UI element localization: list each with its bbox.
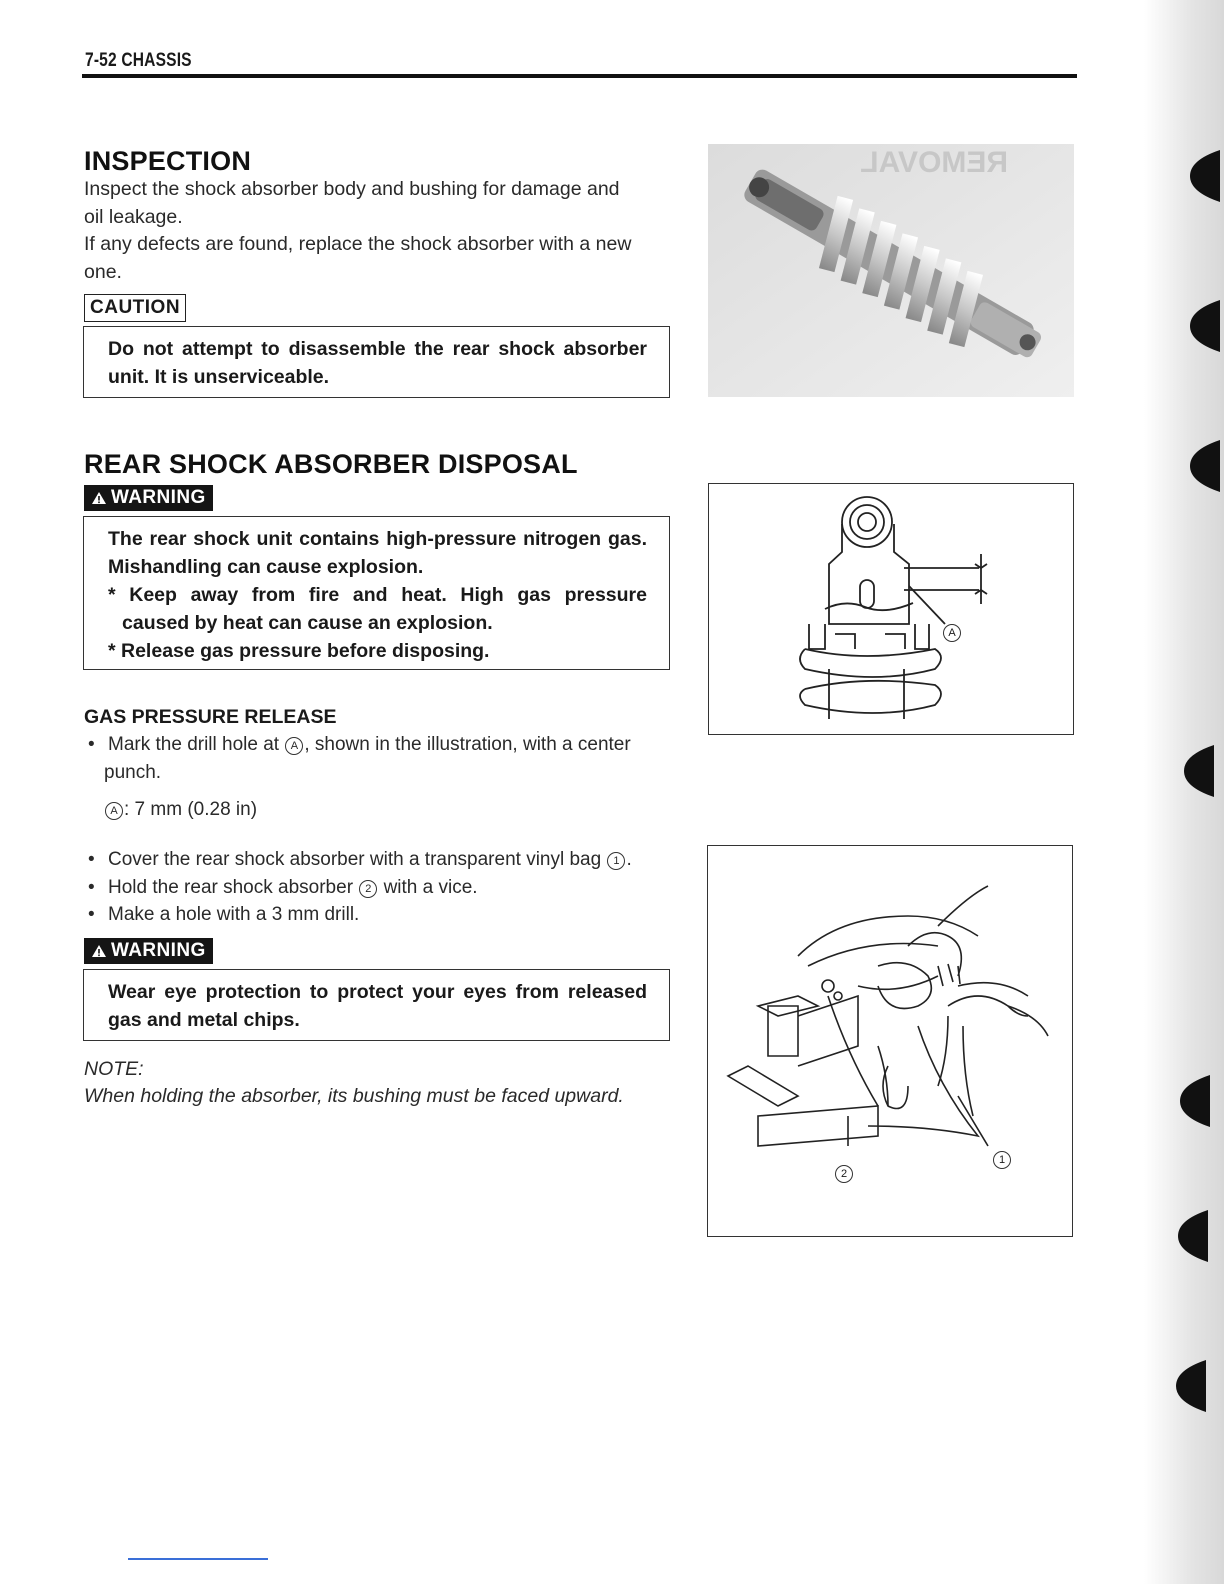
- page-header: 7-52 CHASSIS: [85, 50, 192, 71]
- inspection-heading: INSPECTION: [84, 146, 252, 176]
- warning-box-2: Wear eye protection to protect your eyes from released gas and metal chips.: [83, 969, 670, 1041]
- section-tab-icon: [1186, 440, 1220, 492]
- bullet-2: •: [88, 849, 95, 870]
- caution-label: CAUTION: [84, 294, 186, 322]
- note-block: [84, 1056, 624, 1110]
- step-2-period: .: [626, 849, 632, 870]
- marker-a-spec: A: [105, 802, 123, 820]
- step-3-text-b: with a vice.: [378, 876, 478, 898]
- shock-top-diagram: [708, 483, 1074, 735]
- step-2-text: Cover the rear shock absorber with a transparent vinyl bag: [108, 849, 607, 870]
- section-tab-icon: [1174, 1210, 1208, 1262]
- marker-a-step1: A: [285, 737, 303, 755]
- drill-bag-diagram: [707, 845, 1073, 1237]
- inspection-paragraph: [84, 176, 684, 286]
- disposal-heading: REAR SHOCK ABSORBER DISPOSAL: [84, 449, 578, 479]
- section-tab-icon: [1186, 300, 1220, 352]
- warning-label-1: [84, 485, 213, 511]
- warning-triangle-icon: [91, 491, 107, 505]
- note-label: NOTE:: [84, 1058, 144, 1080]
- bullet-4: •: [88, 904, 95, 925]
- warning1-bullet2: * Release gas pressure before disposing.: [108, 640, 490, 662]
- inspection-para2-line2: one.: [84, 260, 122, 283]
- photo-bg-text: REMOVAL: [860, 146, 1008, 179]
- warning1-bullet1: * Keep away from fire and heat. High gas pressure: [108, 584, 647, 606]
- step-4-text: Make a hole with a 3 mm drill.: [108, 904, 360, 925]
- warning-label-1-text: WARNING: [111, 487, 206, 508]
- note-text: When holding the absorber, its bushing must be faced upward.: [84, 1085, 624, 1107]
- label-2-fig3: 2: [835, 1165, 853, 1183]
- label-a-fig2: A: [943, 624, 961, 642]
- warning1-text: The rear shock unit contains high-pressure nitrogen gas. Mishandling can cause explosion.: [108, 528, 647, 578]
- spec-value: : 7 mm (0.28 in): [124, 799, 258, 820]
- warning-box-1: [83, 516, 670, 670]
- label-1-fig3: 1: [993, 1151, 1011, 1169]
- marker-2-step3: 2: [359, 880, 377, 898]
- section-tab-icon: [1172, 1360, 1206, 1412]
- step-1-text-a: Mark the drill hole at: [108, 734, 285, 755]
- steps-2-4: [88, 846, 688, 929]
- bullet-3: •: [88, 876, 95, 898]
- inspection-para1-line2: oil leakage.: [84, 205, 183, 228]
- caution-box: Do not attempt to disassemble the rear shock absorber unit. It is unserviceable.: [83, 326, 670, 398]
- section-tab-icon: [1186, 150, 1220, 202]
- marker-1-step2: 1: [607, 852, 625, 870]
- warning-triangle-icon: [91, 944, 107, 958]
- inspection-para1-line1: Inspect the shock absorber body and bushing for damage and: [84, 178, 620, 200]
- scan-mark: [128, 1558, 268, 1560]
- section-tab-icon: [1180, 745, 1214, 797]
- warning1-bullet1-cont: caused by heat can cause an explosion.: [122, 612, 493, 634]
- warning-label-2: [84, 938, 213, 964]
- step-3-text-a: Hold the rear shock absorber: [108, 876, 359, 898]
- spec-line: [104, 796, 257, 824]
- section-tab-icon: [1176, 1075, 1210, 1127]
- warning-label-2-text: WARNING: [111, 940, 206, 961]
- bullet-1: •: [88, 734, 95, 755]
- inspection-para2-line1: If any defects are found, replace the shock absorber with a new: [84, 233, 632, 255]
- gas-release-heading: GAS PRESSURE RELEASE: [84, 706, 337, 728]
- step-3: [88, 874, 688, 902]
- shock-absorber-photo: [708, 144, 1074, 397]
- binding-strip: [1144, 0, 1224, 1584]
- step-2: [88, 846, 688, 874]
- step-1: [88, 731, 678, 786]
- step-1-text-c: punch.: [104, 761, 162, 783]
- step-4: [88, 901, 688, 929]
- step-1-text-b: , shown in the illustration, with a center: [304, 734, 631, 755]
- header-rule: [82, 74, 1077, 78]
